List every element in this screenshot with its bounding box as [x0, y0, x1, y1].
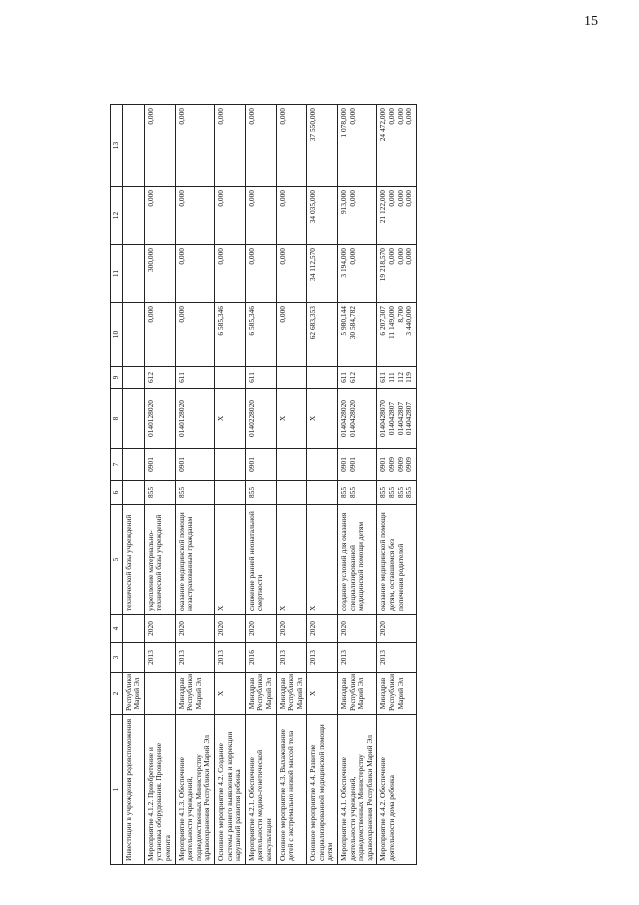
expense-type-cell: [338, 367, 377, 389]
section-code-cell: [214, 449, 245, 481]
cell-line: 30 584,782: [347, 306, 357, 340]
end-year-cell: 2020: [276, 615, 307, 643]
table-row: [175, 105, 214, 865]
target-article-cell: 0140128020: [144, 389, 175, 449]
col-header: 2: [111, 673, 123, 715]
start-year-cell: 2013: [144, 643, 175, 673]
amount-cell: [122, 105, 144, 187]
amount-cell: [338, 303, 377, 367]
table-row: [377, 105, 416, 865]
event-name-cell: Основное мероприятие 4.3. Выхаживание детей с экстремально низкой массой тела: [276, 715, 307, 865]
amount-cell: [377, 187, 416, 245]
page-number: 15: [584, 14, 598, 29]
target-article-cell: [377, 389, 416, 449]
executor-cell: Минздрав Республики Марий Эл: [175, 673, 214, 715]
expense-type-cell: 611: [175, 367, 214, 389]
expected-result-cell: технической базы учреждений: [122, 505, 144, 615]
end-year-cell: 2020: [377, 615, 416, 643]
grbs-code-cell: [122, 481, 144, 505]
cell-line: 21 122,000: [378, 190, 388, 224]
expected-result-cell: оказание медицинской помощи незастрахованным гражданам: [175, 505, 214, 615]
grbs-code-cell: 855: [245, 481, 276, 505]
col-header: 5: [111, 505, 123, 615]
target-article-cell: [122, 389, 144, 449]
executor-cell: Минздрав Республики Марий Эл: [338, 673, 377, 715]
table-body: [122, 105, 416, 865]
col-header: 11: [111, 245, 123, 303]
amount-cell: [122, 187, 144, 245]
start-year-cell: 2013: [377, 643, 416, 673]
cell-line: 0,000: [395, 248, 405, 265]
cell-line: 0909: [404, 457, 414, 472]
executor-cell: Минздрав Республики Марий Эл: [377, 673, 416, 715]
table-row: [144, 105, 175, 865]
amount-cell: 0,000: [214, 245, 245, 303]
amount-cell: 62 683,353: [307, 303, 338, 367]
cell-line: 855: [378, 486, 388, 499]
cell-line: 0,000: [387, 190, 397, 207]
amount-cell: 0,000: [175, 105, 214, 187]
amount-cell: 0,000: [276, 105, 307, 187]
col-header: 13: [111, 105, 123, 187]
cell-line: 0140428020: [347, 400, 357, 437]
event-name-cell: Мероприятие 4.2.1. Обеспечение деятельности медико-генетической консультации: [245, 715, 276, 865]
amount-cell: [377, 245, 416, 303]
amount-cell: [377, 105, 416, 187]
amount-cell: 0,000: [144, 187, 175, 245]
start-year-cell: 2013: [214, 643, 245, 673]
cell-line: 5 980,144: [339, 306, 349, 336]
event-name-cell: Мероприятие 4.1.2. Приобретение и установка оборудования. Проведение ремонта: [144, 715, 175, 865]
table-row: [276, 105, 307, 865]
cell-line: 0140428070: [378, 400, 388, 437]
end-year-cell: 2020: [338, 615, 377, 643]
target-article-cell: Х: [214, 389, 245, 449]
cell-line: 855: [387, 486, 397, 499]
grbs-code-cell: [377, 481, 416, 505]
cell-line: 0,000: [347, 190, 357, 207]
cell-line: 855: [347, 486, 357, 499]
cell-line: 1 078,000: [339, 108, 349, 138]
cell-line: 3 440,000: [404, 306, 414, 336]
grbs-code-cell: [338, 481, 377, 505]
cell-line: 8,700: [395, 306, 405, 323]
cell-line: 611: [339, 372, 349, 383]
header-row: [111, 105, 123, 865]
amount-cell: [122, 303, 144, 367]
expected-result-cell: создание условий для оказания специализированной медицинской помощи детям: [338, 505, 377, 615]
expense-type-cell: [214, 367, 245, 389]
cell-line: 014042807: [404, 401, 414, 436]
target-article-cell: [338, 389, 377, 449]
amount-cell: 0,000: [276, 303, 307, 367]
program-events-table: [110, 104, 417, 865]
cell-line: 0,000: [404, 108, 414, 125]
cell-line: 913,000: [339, 190, 349, 215]
expected-result-cell: Х: [307, 505, 338, 615]
start-year-cell: 2013: [175, 643, 214, 673]
cell-line: 24 472,000: [378, 108, 388, 142]
grbs-code-cell: 855: [175, 481, 214, 505]
cell-line: 0909: [395, 457, 405, 472]
target-article-cell: Х: [276, 389, 307, 449]
cell-line: 0,000: [347, 108, 357, 125]
cell-line: 112: [395, 372, 405, 383]
cell-line: 855: [404, 486, 414, 499]
expected-result-cell: Х: [276, 505, 307, 615]
amount-cell: 0,000: [276, 187, 307, 245]
section-code-cell: 0901: [144, 449, 175, 481]
executor-cell: Х: [307, 673, 338, 715]
amount-cell: 0,000: [144, 303, 175, 367]
end-year-cell: 2020: [175, 615, 214, 643]
amount-cell: 34 112,570: [307, 245, 338, 303]
amount-cell: [377, 303, 416, 367]
executor-cell: Республики Марий Эл: [122, 673, 144, 715]
expense-type-cell: 612: [144, 367, 175, 389]
cell-line: 014042807: [395, 401, 405, 436]
section-code-cell: [122, 449, 144, 481]
end-year-cell: 2020: [214, 615, 245, 643]
end-year-cell: [122, 615, 144, 643]
table-row: [338, 105, 377, 865]
event-name-cell: Инвестиции в учреждения родовспоможения: [122, 715, 144, 865]
amount-cell: 6 585,346: [245, 303, 276, 367]
start-year-cell: [122, 643, 144, 673]
col-header: 8: [111, 389, 123, 449]
executor-cell: Х: [214, 673, 245, 715]
end-year-cell: 2020: [245, 615, 276, 643]
grbs-code-cell: [276, 481, 307, 505]
amount-cell: 34 035,000: [307, 187, 338, 245]
expected-result-cell: укрепление материально-технической базы учреждений: [144, 505, 175, 615]
expected-result-cell: Х: [214, 505, 245, 615]
amount-cell: 0,000: [144, 105, 175, 187]
cell-line: 119: [404, 372, 414, 383]
amount-cell: 0,000: [214, 187, 245, 245]
start-year-cell: 2013: [338, 643, 377, 673]
cell-line: 0,000: [347, 248, 357, 265]
amount-cell: 6 585,346: [214, 303, 245, 367]
target-article-cell: Х: [307, 389, 338, 449]
cell-line: 611: [378, 372, 388, 383]
start-year-cell: 2013: [307, 643, 338, 673]
expense-type-cell: [377, 367, 416, 389]
expected-result-cell: оказание медицинской помощи детям, оставшимся без попечения родителей: [377, 505, 416, 615]
start-year-cell: 2016: [245, 643, 276, 673]
cell-line: 0,000: [395, 190, 405, 207]
event-name-cell: Основное мероприятие 4.2. Создание системы раннего выявления и коррекции нарушений развития ребенка: [214, 715, 245, 865]
cell-line: 3 194,000: [339, 248, 349, 278]
executor-cell: [144, 673, 175, 715]
cell-line: 6 207,307: [378, 306, 388, 336]
event-name-cell: Мероприятие 4.1.3. Обеспечение деятельности учреждений, подведомственных Министерству здравоохранения Республики Марий Эл: [175, 715, 214, 865]
section-code-cell: 0901: [175, 449, 214, 481]
cell-line: 0901: [347, 457, 357, 472]
section-code-cell: [338, 449, 377, 481]
amount-cell: [338, 187, 377, 245]
expense-type-cell: 611: [245, 367, 276, 389]
cell-line: 0,000: [387, 108, 397, 125]
col-header: 7: [111, 449, 123, 481]
col-header: 4: [111, 615, 123, 643]
table-row: [245, 105, 276, 865]
section-code-cell: [276, 449, 307, 481]
cell-line: 0,000: [387, 248, 397, 265]
amount-cell: 0,000: [245, 245, 276, 303]
section-code-cell: [377, 449, 416, 481]
end-year-cell: 2020: [144, 615, 175, 643]
cell-line: 0909: [387, 457, 397, 472]
cell-line: 612: [347, 371, 357, 384]
start-year-cell: 2013: [276, 643, 307, 673]
expense-type-cell: [276, 367, 307, 389]
col-header: 3: [111, 643, 123, 673]
amount-cell: 0,000: [214, 105, 245, 187]
amount-cell: 37 550,000: [307, 105, 338, 187]
cell-line: 19 218,570: [378, 248, 388, 282]
cell-line: 0,000: [395, 108, 405, 125]
cell-line: 855: [339, 486, 349, 499]
col-header: 12: [111, 187, 123, 245]
amount-cell: 0,000: [175, 187, 214, 245]
executor-cell: Минздрав Республики Марий Эл: [245, 673, 276, 715]
expense-type-cell: [122, 367, 144, 389]
grbs-code-cell: [307, 481, 338, 505]
grbs-code-cell: 855: [144, 481, 175, 505]
section-code-cell: [307, 449, 338, 481]
cell-line: 111: [387, 372, 397, 383]
amount-cell: 0,000: [175, 303, 214, 367]
amount-cell: [338, 245, 377, 303]
col-header: 1: [111, 715, 123, 865]
col-header: 10: [111, 303, 123, 367]
amount-cell: 0,000: [245, 105, 276, 187]
cell-line: 11 149,000: [387, 306, 397, 339]
event-name-cell: Мероприятие 4.4.2. Обеспечение деятельности дома ребенка: [377, 715, 416, 865]
amount-cell: 300,000: [144, 245, 175, 303]
table-row: [307, 105, 338, 865]
table-row: [214, 105, 245, 865]
cell-line: 014042807: [387, 401, 397, 436]
expected-result-cell: снижение ранней неонатальной смертности: [245, 505, 276, 615]
expense-type-cell: [307, 367, 338, 389]
col-header: 9: [111, 367, 123, 389]
cell-line: 0,000: [404, 190, 414, 207]
amount-cell: 0,000: [276, 245, 307, 303]
amount-cell: 0,000: [175, 245, 214, 303]
end-year-cell: 2020: [307, 615, 338, 643]
amount-cell: 0,000: [245, 187, 276, 245]
grbs-code-cell: [214, 481, 245, 505]
cell-line: 0,000: [404, 248, 414, 265]
rotated-table-container: [110, 105, 630, 865]
event-name-cell: Мероприятие 4.4.1. Обеспечение деятельности учреждений, подведомственных Министерству здравоохранения Республики Марий Эл: [338, 715, 377, 865]
executor-cell: Минздрав Республики Марий Эл: [276, 673, 307, 715]
cell-line: 0901: [378, 457, 388, 472]
cell-line: 0140428020: [339, 400, 349, 437]
table-row: [122, 105, 144, 865]
amount-cell: [338, 105, 377, 187]
cell-line: 855: [395, 486, 405, 499]
section-code-cell: 0901: [245, 449, 276, 481]
amount-cell: [122, 245, 144, 303]
target-article-cell: 0140128020: [175, 389, 214, 449]
target-article-cell: 0140228020: [245, 389, 276, 449]
col-header: 6: [111, 481, 123, 505]
event-name-cell: Основное мероприятие 4.4. Развитие специализированной медицинской помощи детям: [307, 715, 338, 865]
cell-line: 0901: [339, 457, 349, 472]
